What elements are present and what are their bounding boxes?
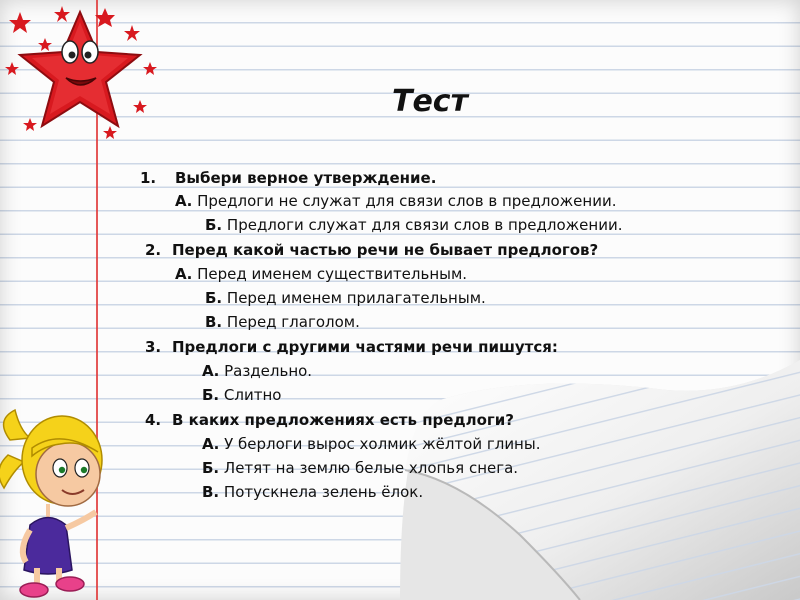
option-3b [202,385,281,405]
cartoon-girl-icon [0,400,120,600]
page-title: Тест [392,84,468,119]
option-letter: А. [202,362,220,380]
option-letter: Б. [202,459,220,477]
option-letter: А. [175,192,193,210]
option-1a [175,191,616,211]
option-4b [202,458,518,478]
option-letter: Б. [205,289,223,307]
question-text: Выбери верное утверждение. [175,169,437,187]
option-letter: А. [202,435,220,453]
question-2 [145,240,598,260]
question-number: 2. [145,241,162,259]
option-text: Потускнела зелень ёлок. [219,483,424,501]
option-3a [202,361,312,381]
option-text: Предлоги служат для связи слов в предложении. [222,216,623,234]
option-1b [205,215,622,235]
option-text: Раздельно. [219,362,313,380]
question-4 [145,410,514,430]
option-text: Перед именем существительным. [192,265,468,283]
option-text: Летят на землю белые хлопья снега. [219,459,519,477]
question-text: Перед какой частью речи не бывает предлогов? [172,241,599,259]
option-text: Предлоги не служат для связи слов в предложении. [192,192,617,210]
question-number: 1. [140,169,157,187]
page-curl-icon [400,360,800,600]
option-letter: Б. [205,216,223,234]
option-4a [202,434,540,454]
option-letter: В. [205,313,223,331]
option-2b [205,288,486,308]
question-number: 3. [145,338,162,356]
question-text: В каких предложениях есть предлоги? [172,411,514,429]
option-text: У берлоги вырос холмик жёлтой глины. [219,435,541,453]
question-number: 4. [145,411,162,429]
option-text: Слитно [219,386,282,404]
option-letter: В. [202,483,220,501]
option-2a [175,264,467,284]
option-letter: Б. [202,386,220,404]
question-text: Предлоги с другими частями речи пишутся: [172,338,558,356]
option-letter: А. [175,265,193,283]
question-1 [140,168,436,188]
question-3 [145,337,558,357]
option-2c [205,312,360,332]
cartoon-star-icon [0,0,170,150]
option-text: Перед глаголом. [222,313,360,331]
option-4c [202,482,423,502]
option-text: Перед именем прилагательным. [222,289,486,307]
